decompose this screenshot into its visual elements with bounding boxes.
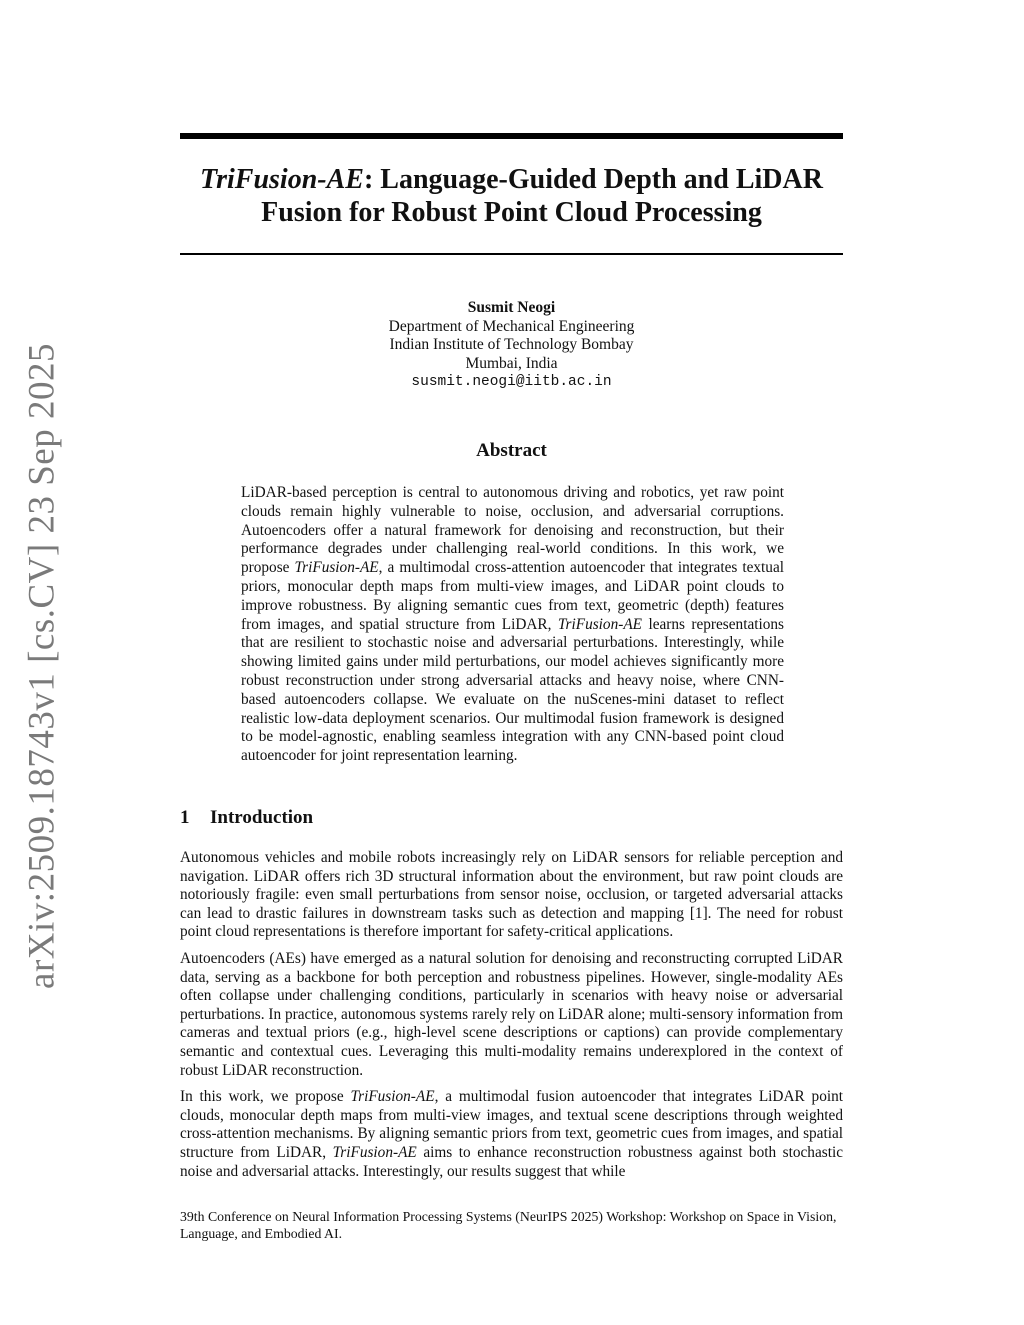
title-line2: Fusion for Robust Point Cloud Processing bbox=[261, 197, 762, 228]
p3-seg3: aims to enhance reconstruction robustness against both stochastic noise and adversarial attacks. Interestingly, our results suggest that while bbox=[180, 1143, 843, 1180]
conference-footnote: 39th Conference on Neural Information Processing Systems (NeurIPS 2025) Workshop: Workshop on Space in Vision, Language, and Embodied AI. bbox=[180, 1209, 837, 1241]
abstract-text bbox=[241, 484, 784, 766]
author-department: Department of Mechanical Engineering bbox=[388, 317, 635, 335]
p3-seg2: , a multimodal fusion autoencoder that integrates LiDAR point clouds, monocular depth maps from multi-view images, and textual scene descriptions through weighted cross-attention mechanisms. By aligning semantic priors from text, geometric cues from images, and spatial structure from LiDAR, bbox=[180, 1088, 843, 1161]
author-location: Mumbai, India bbox=[465, 354, 558, 372]
abstract-seg1: LiDAR-based perception is central to autonomous driving and robotics, yet raw point clouds remain highly vulnerable to noise, occlusion, and adversarial corruptions. Autoencoders offer a natural framework for denoising and reconstruction, but their performance degrades under challenging real-world conditions. In this work, we propose bbox=[241, 484, 784, 577]
p3-method-name-1: TriFusion-AE bbox=[350, 1088, 435, 1106]
abstract-method-name-1: TriFusion-AE bbox=[294, 559, 379, 577]
p3-seg1: In this work, we propose bbox=[180, 1088, 351, 1106]
p3-method-name-2: TriFusion-AE bbox=[332, 1143, 417, 1161]
section-heading-introduction bbox=[180, 807, 313, 829]
introduction-body bbox=[180, 849, 843, 1189]
title-top-rule bbox=[180, 133, 843, 139]
title-method-name: TriFusion-AE bbox=[200, 164, 364, 195]
intro-paragraph-2: Autoencoders (AEs) have emerged as a natural solution for denoising and reconstructing corrupted LiDAR data, serving as a backbone for both perception and robustness pipelines. However, single-modality AEs often collapse under challenging conditions, particularly in scenarios with heavy noise or adversarial perturbations. In practice, autonomous systems rarely rely on LiDAR alone; multi-sensory information from cameras and textual priors (e.g., high-level scene descriptions or captions) can provide complementary semantic and contextual cues. Leveraging this multi-modality remains underexplored in the context of robust LiDAR reconstruction. bbox=[180, 949, 843, 1079]
title-line1-rest: : Language-Guided Depth and LiDAR bbox=[363, 164, 823, 195]
section-title: Introduction bbox=[210, 807, 314, 828]
author-name: Susmit Neogi bbox=[467, 299, 556, 316]
section-number: 1 bbox=[180, 807, 190, 828]
intro-paragraph-3 bbox=[180, 1088, 843, 1181]
abstract-heading: Abstract bbox=[476, 440, 547, 461]
abstract-seg2: , a multimodal cross-attention autoencoder that integrates textual priors, monocular depth maps from multi-view images, and LiDAR point clouds to improve robustness. By aligning semantic cues from text, geometric (depth) features from images, and spatial structure from LiDAR, bbox=[241, 559, 784, 633]
intro-paragraph-1: Autonomous vehicles and mobile robots increasingly rely on LiDAR sensors for reliable perception and navigation. LiDAR offers rich 3D structural information about the environment, but raw point clouds are notoriously fragile: even small perturbations from sensor noise, occlusion, or targeted adversarial attacks can lead to drastic failures in downstream tasks such as detection and mapping [1]. The need for robust point cloud representations is therefore important for safety-critical applications. bbox=[180, 849, 843, 941]
paper-title bbox=[180, 163, 843, 229]
author-email[interactable]: susmit.neogi@iitb.ac.in bbox=[411, 374, 612, 390]
title-bottom-rule bbox=[180, 253, 843, 255]
abstract-method-name-2: TriFusion-AE bbox=[557, 615, 643, 633]
abstract-seg3: learns representations that are resilient to stochastic noise and adversarial perturbations. Interestingly, while showing limited gains under mild perturbations, our model achieves significantly more robust reconstruction under strong adversarial attacks and heavy noise, where CNN-based autoencoders collapse. We evaluate on the nuScenes-mini dataset to reflect realistic low-data deployment scenarios. Our multimodal fusion framework is designed to be model-agnostic, enabling seamless integration with any CNN-based point cloud autoencoder for joint representation learning. bbox=[241, 615, 784, 765]
author-block bbox=[180, 299, 843, 392]
author-institute: Indian Institute of Technology Bombay bbox=[389, 336, 634, 353]
arxiv-identifier: arXiv:2509.18743v1 [cs.CV] 23 Sep 2025 bbox=[21, 343, 63, 989]
